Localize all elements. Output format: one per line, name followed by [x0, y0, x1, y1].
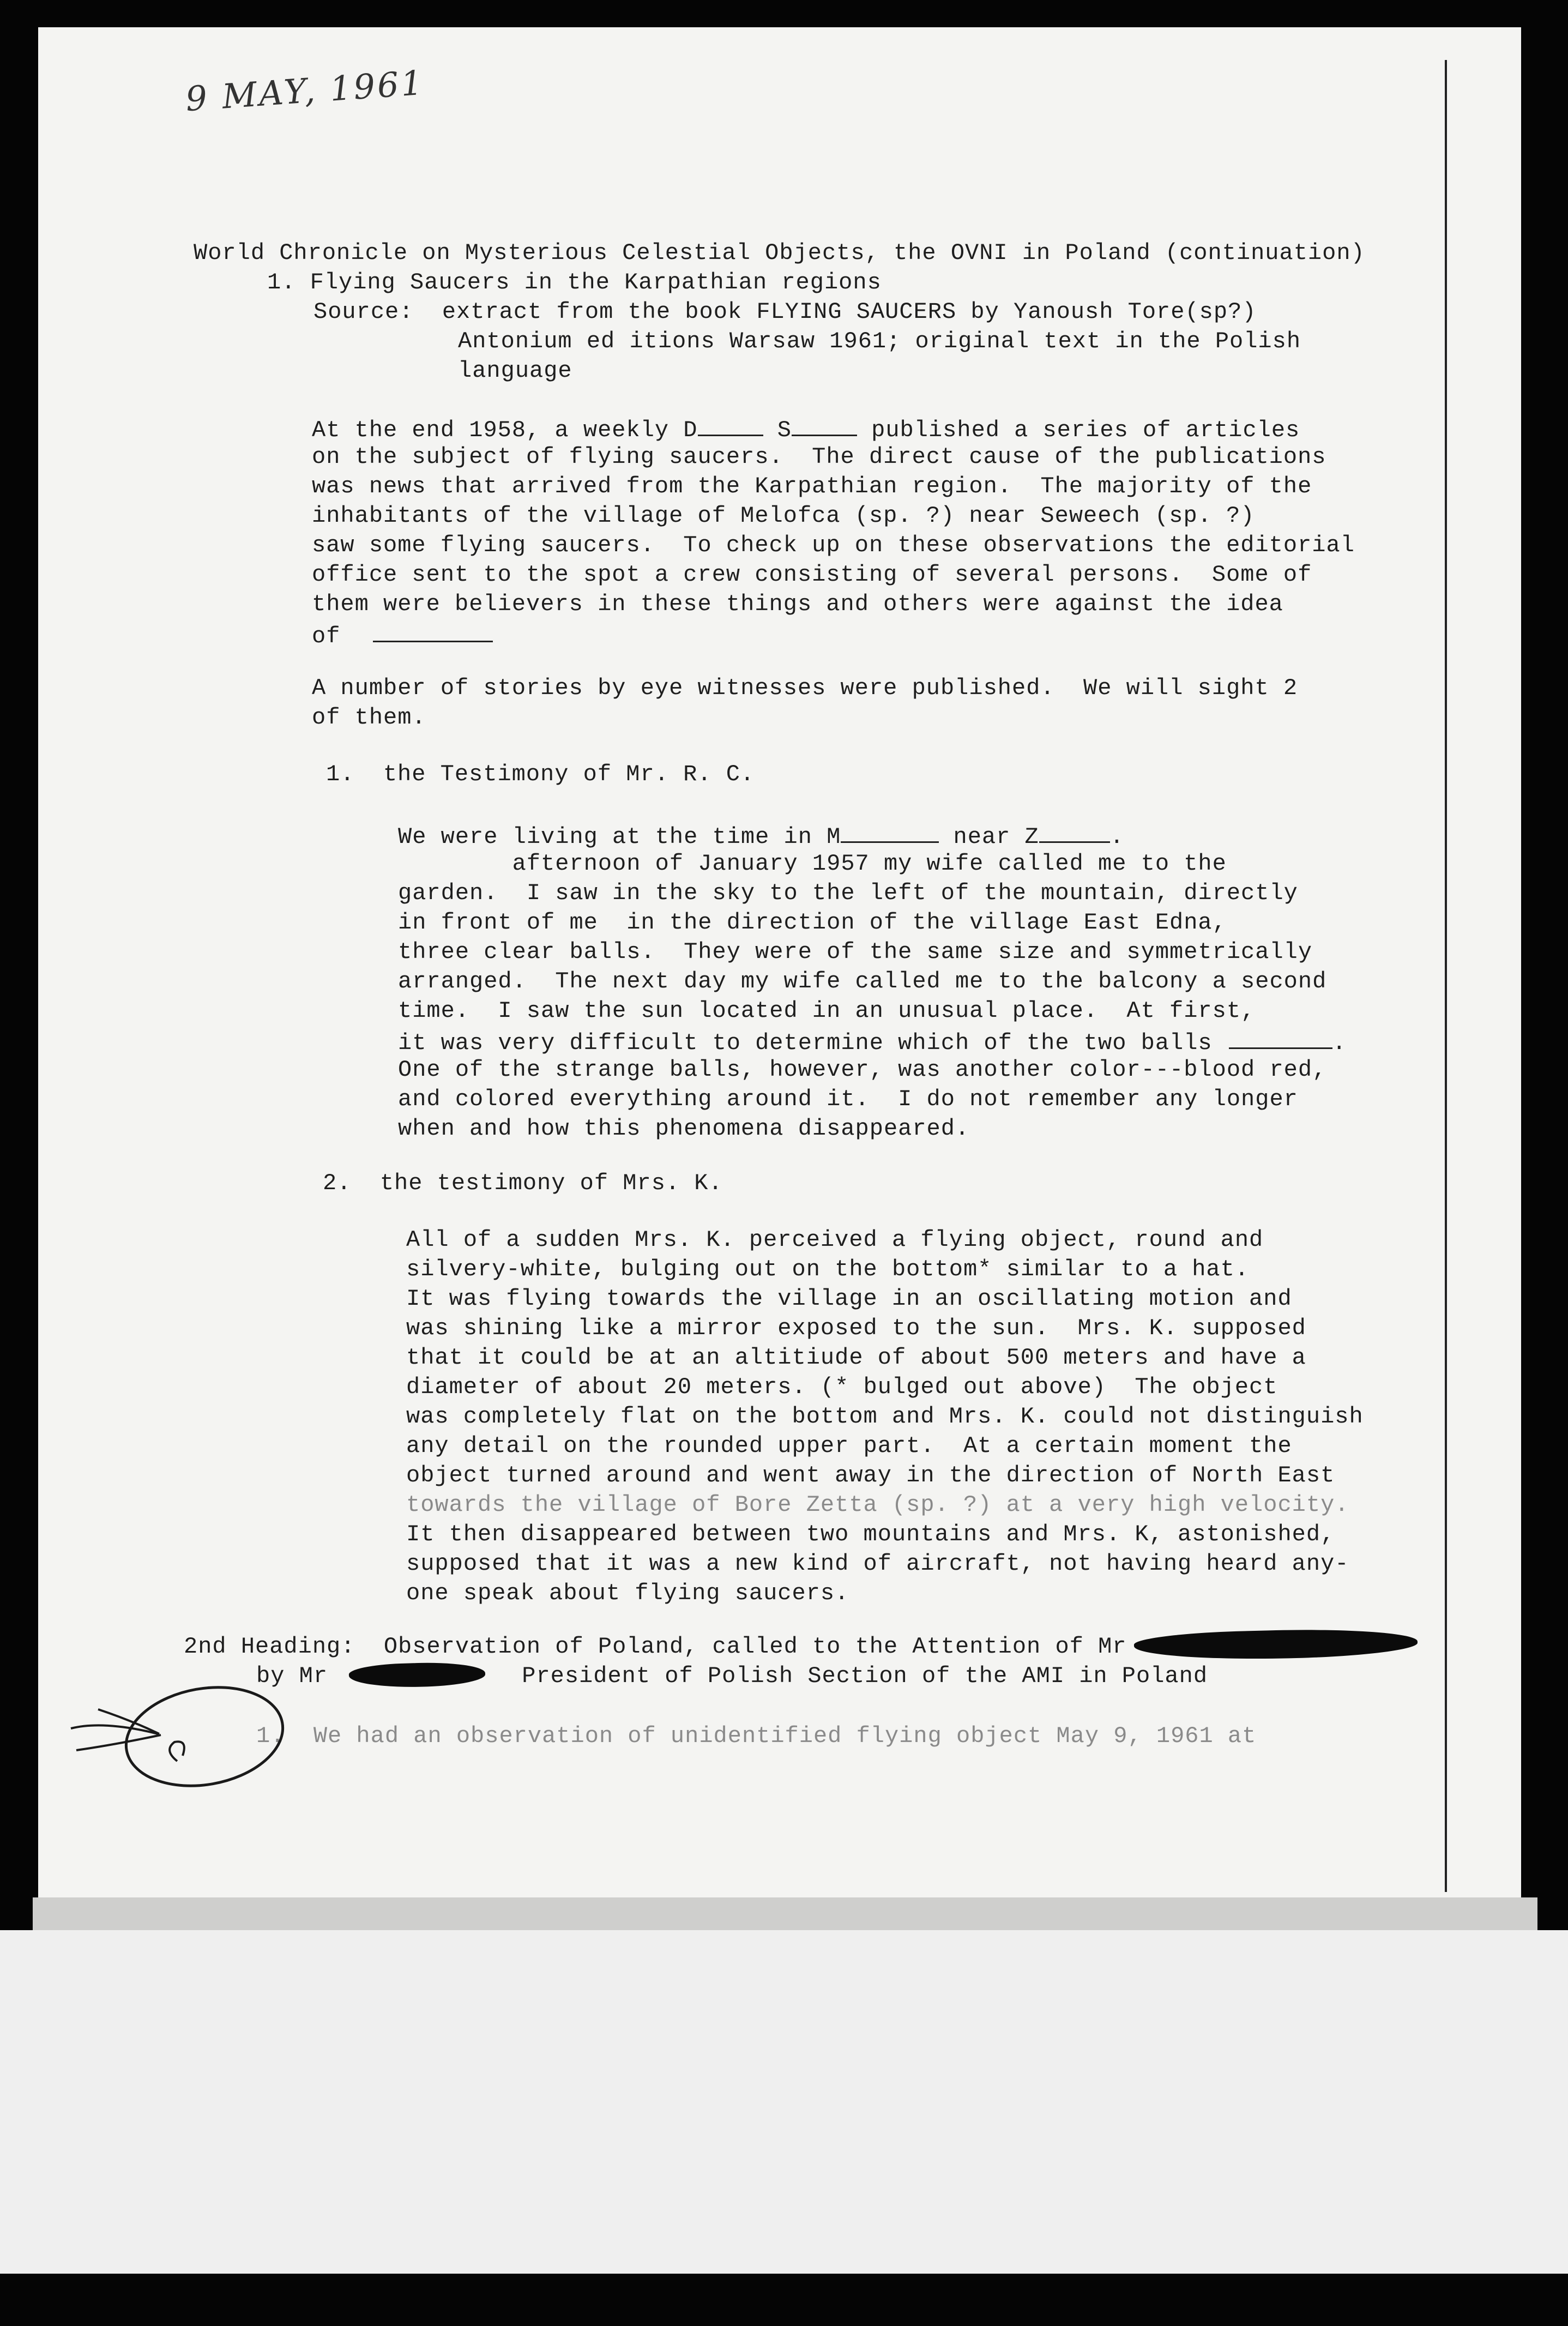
- paragraph-line: [312, 619, 493, 651]
- testimony-line: One of the strange balls, however, was another color---blood red,: [398, 1057, 1327, 1083]
- blank-line: [841, 819, 939, 843]
- blank-line: [1039, 819, 1110, 843]
- text-span: .: [1109, 824, 1124, 850]
- source-line: language: [458, 358, 572, 384]
- observation-line: 1. We had an observation of unidentified flying object May 9, 1961 at: [256, 1723, 1257, 1749]
- testimony-line: It then disappeared between two mountains and Mrs. K, astonished,: [406, 1521, 1335, 1547]
- text-span: President of Polish Section of the AMI in Poland: [508, 1663, 1208, 1689]
- testimony-line: in front of me in the direction of the village East Edna,: [398, 909, 1227, 936]
- testimony-line: that it could be at an altitiude of about 500 meters and have a: [406, 1345, 1306, 1371]
- scan-background: [0, 1930, 1568, 2326]
- second-heading: 2nd Heading: Observation of Poland, called to the Attention of Mr: [184, 1634, 1127, 1660]
- paragraph-line: of them.: [312, 704, 426, 731]
- testimony-line: [398, 819, 1124, 852]
- testimony-line: any detail on the rounded upper part. At a certain moment the: [406, 1433, 1292, 1459]
- scan-border: [0, 2274, 1568, 2326]
- blank-line: [1229, 1026, 1332, 1049]
- text-span: near Z: [939, 824, 1039, 850]
- section-heading: 1. Flying Saucers in the Karpathian regions: [267, 269, 882, 296]
- paragraph-line: A number of stories by eye witnesses were published. We will sight 2: [312, 675, 1298, 701]
- testimony-line: when and how this phenomena disappeared.: [398, 1116, 970, 1142]
- blank-line: [792, 413, 857, 436]
- testimony-heading: 1. the Testimony of Mr. R. C.: [326, 761, 755, 787]
- testimony-line: silvery-white, bulging out on the bottom* similar to a hat.: [406, 1256, 1250, 1282]
- source-line: Source: extract from the book FLYING SAUCERS by Yanoush Tore(sp?): [313, 299, 1257, 325]
- testimony-line: It was flying towards the village in an oscillating motion and: [406, 1286, 1292, 1312]
- testimony-line: garden. I saw in the sky to the left of the mountain, directly: [398, 880, 1298, 906]
- testimony-line: was shining like a mirror exposed to the sun. Mrs. K. supposed: [406, 1315, 1306, 1341]
- paragraph-line: them were believers in these things and others were against the idea: [312, 591, 1283, 617]
- paragraph-line: on the subject of flying saucers. The direct cause of the publications: [312, 444, 1326, 470]
- testimony-line: time. I saw the sun located in an unusual place. At first,: [398, 998, 1256, 1024]
- testimony-line: afternoon of January 1957 my wife called me to the: [398, 851, 1227, 877]
- testimony-line: [398, 1026, 1347, 1058]
- testimony-line: towards the village of Bore Zetta (sp. ?) at a very high velocity.: [406, 1492, 1349, 1518]
- text-span: published a series of articles: [857, 417, 1300, 443]
- blank-line: [698, 413, 763, 436]
- testimony-line: diameter of about 20 meters. (* bulged out above) The object: [406, 1374, 1278, 1400]
- testimony-line: and colored everything around it. I do not remember any longer: [398, 1086, 1298, 1112]
- text-span: At the end 1958, a weekly D: [312, 417, 698, 443]
- circle-doodle-icon: [65, 1668, 294, 1799]
- text-span: S: [763, 417, 792, 443]
- testimony-line: object turned around and went away in the direction of North East: [406, 1462, 1335, 1489]
- testimony-line: All of a sudden Mrs. K. perceived a flying object, round and: [406, 1227, 1264, 1253]
- handwritten-date: 9 MAY, 1961: [184, 62, 426, 119]
- source-line: Antonium ed itions Warsaw 1961; original text in the Polish: [458, 328, 1301, 354]
- paragraph-line: inhabitants of the village of Melofca (sp. ?) near Seweech (sp. ?): [312, 503, 1255, 529]
- testimony-line: one speak about flying saucers.: [406, 1580, 849, 1606]
- text-span: it was very difficult to determine which of the two balls: [398, 1030, 1213, 1056]
- text-span: .: [1332, 1030, 1347, 1056]
- text-span: of: [312, 623, 341, 649]
- page-edge: [33, 1897, 1537, 1930]
- testimony-heading: 2. the testimony of Mrs. K.: [323, 1170, 723, 1196]
- testimony-line: three clear balls. They were of the same size and symmetrically: [398, 939, 1313, 965]
- text-span: by Mr: [256, 1663, 328, 1689]
- text-span: We were living at the time in M: [398, 824, 841, 850]
- paragraph-line: saw some flying saucers. To check up on these observations the editorial: [312, 532, 1355, 558]
- testimony-line: supposed that it was a new kind of aircraft, not having heard any-: [406, 1551, 1349, 1577]
- paragraph-line: [312, 413, 1300, 445]
- testimony-line: arranged. The next day my wife called me to the balcony a second: [398, 968, 1327, 995]
- margin-rule: [1445, 60, 1447, 1892]
- document-title: World Chronicle on Mysterious Celestial Objects, the OVNI in Poland (continuation): [194, 240, 1365, 266]
- blank-line: [373, 619, 493, 642]
- paragraph-line: office sent to the spot a crew consisting of several persons. Some of: [312, 562, 1312, 588]
- testimony-line: was completely flat on the bottom and Mrs. K. could not distinguish: [406, 1403, 1364, 1430]
- paragraph-line: was news that arrived from the Karpathian region. The majority of the: [312, 473, 1312, 499]
